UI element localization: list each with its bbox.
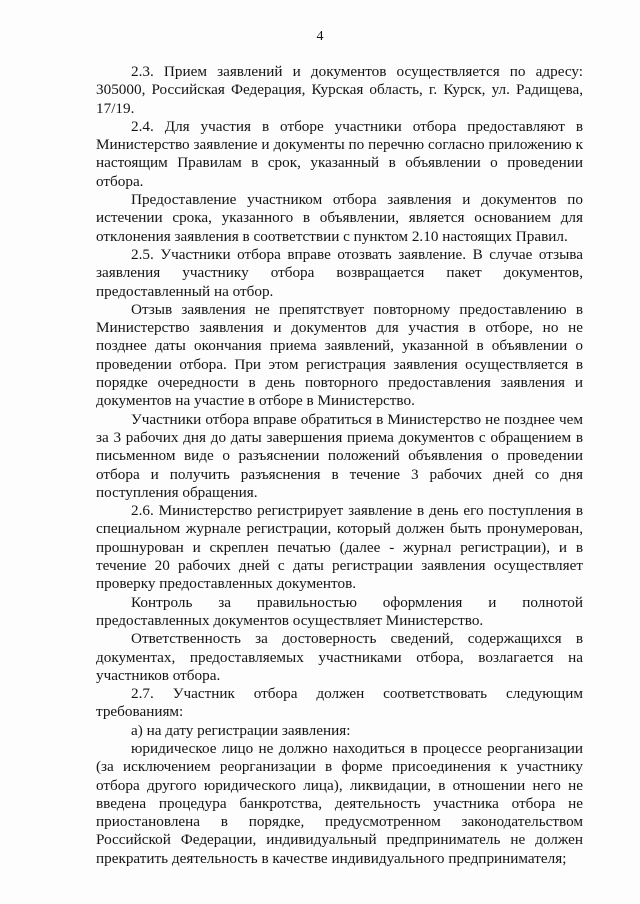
- page-number: 4: [316, 29, 324, 44]
- document-body: [96, 63, 583, 868]
- paragraph-control: Контроль за правильностью оформления и полнотой предоставленных документов осуществляет Министерство.: [96, 593, 583, 629]
- paragraph-withdrawal: Отзыв заявления не препятствует повторному предоставлению в Министерство заявления и документов для участия в отборе, но не позднее даты окончания приема заявлений, указанной в объявлении о проведении отбора. При этом регистрация заявления осуществляется в порядке очередности в день повторного предоставления заявления и документов на участие в отборе в Министерство.: [96, 300, 583, 410]
- paragraph-2-4: 2.4. Для участия в отборе участники отбора предоставляют в Министерство заявление и документы по перечню согласно приложению к настоящим Правилам в срок, указанный в объявлении о проведении отбора.: [96, 117, 583, 190]
- paragraph-2-3: 2.3. Прием заявлений и документов осуществляется по адресу: 305000, Российская Федерация, Курская область, г. Курск, ул. Радищева, 17/19.: [96, 63, 583, 117]
- paragraph-2-6: 2.6. Министерство регистрирует заявление в день его поступления в специальном журнале регистрации, который должен быть пронумерован, прошнурован и скреплен печатью (далее - журнал регистрации), и в течение 20 рабочих дней с даты регистрации заявления осуществляет проверку предоставленных документов.: [96, 502, 583, 593]
- list-item-a: а) на дату регистрации заявления:: [131, 721, 351, 739]
- paragraph-2-5: 2.5. Участники отбора вправе отозвать заявление. В случае отзыва заявления участнику отбора возвращается пакет документов, предоставленный на отбор.: [96, 245, 583, 300]
- paragraph-2-7: 2.7. Участник отбора должен соответствовать следующим требованиям:: [96, 685, 583, 721]
- paragraph-legal-entity: юридическое лицо не должно находиться в процессе реорганизации (за исключением реорганизации в форме присоединения к участнику отбора другого юридического лица), ликвидации, в отношении него не введена процедура банкротства, деятельность участника отбора не приостановлена в порядке, предусмотренном законодательством Российской Федерации, индивидуальный предприниматель не должен прекратить деятельность в качестве индивидуального предпринимателя;: [96, 739, 583, 867]
- paragraph-late-submission: Предоставление участником отбора заявления и документов по истечении срока, указанного в объявлении, является основанием для отклонения заявления в соответствии с пунктом 2.10 настоящих Правил.: [96, 191, 583, 245]
- paragraph-clarification: Участники отбора вправе обратиться в Министерство не позднее чем за 3 рабочих дня до даты завершения приема документов с обращением в письменном виде о разъяснении положений объявления о проведении отбора и получить разъяснения в течение 3 рабочих дней со дня поступления обращения.: [96, 410, 583, 501]
- paragraph-responsibility: Ответственность за достоверность сведений, содержащихся в документах, предоставляемых участниками отбора, возлагается на участников отбора.: [96, 630, 583, 684]
